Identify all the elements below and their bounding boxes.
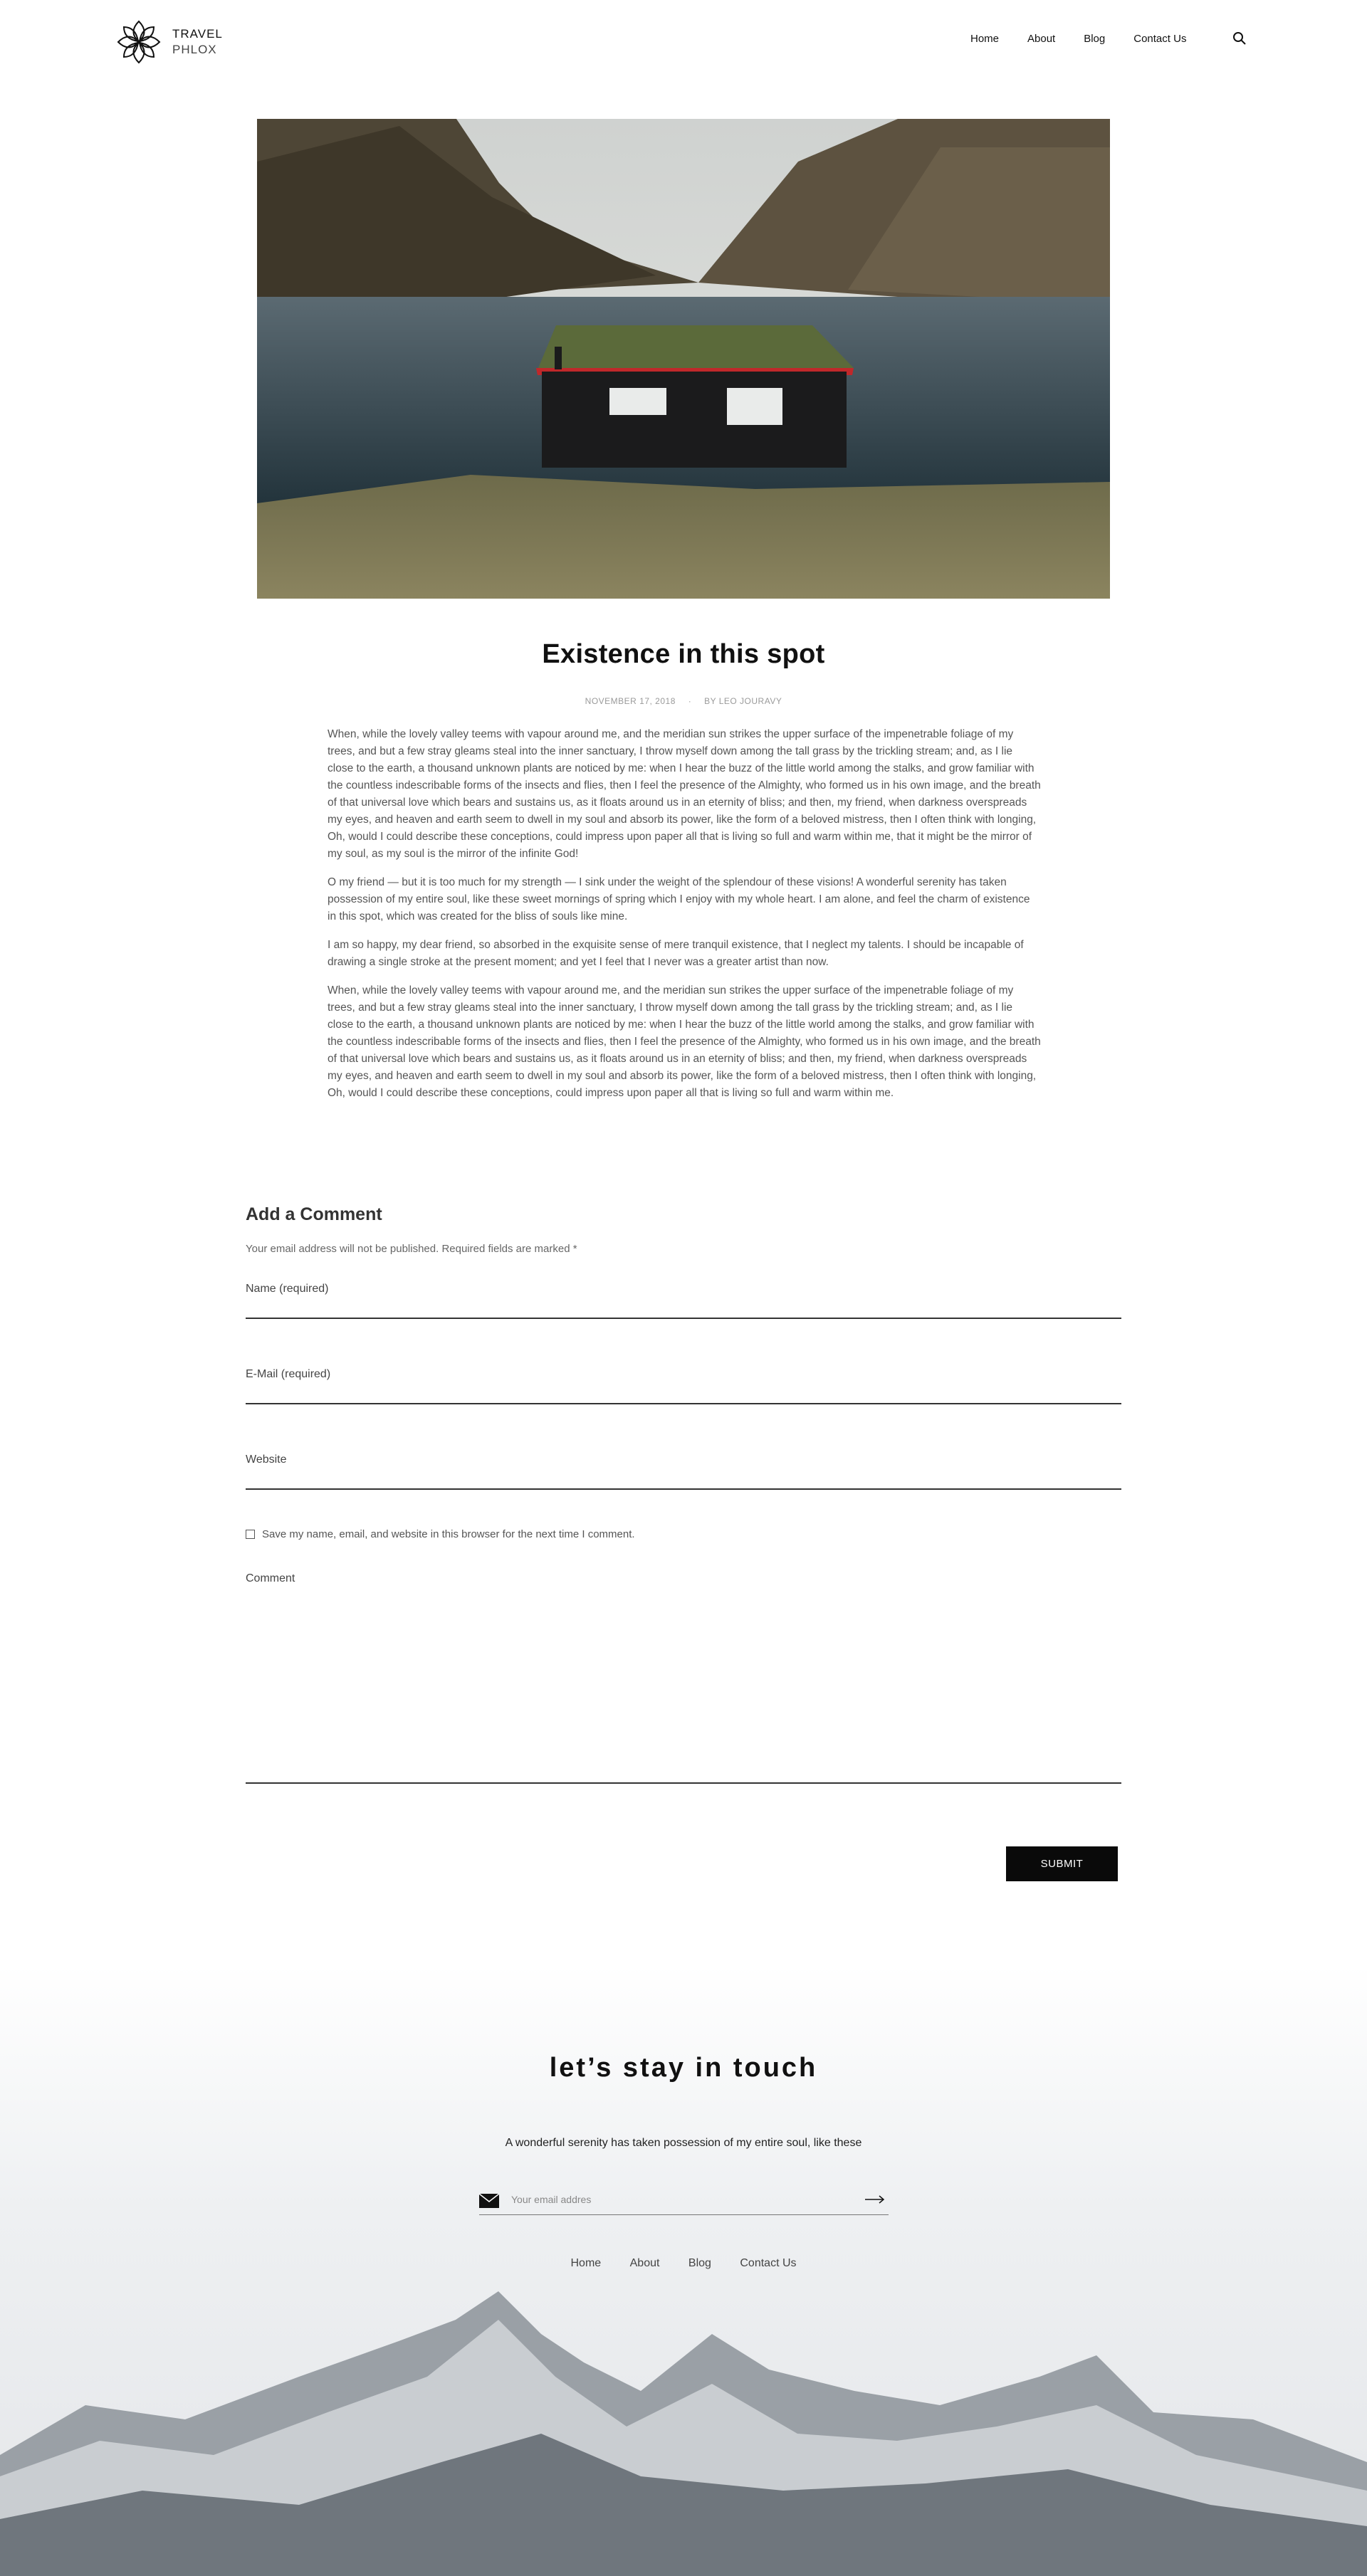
newsletter-form bbox=[479, 2187, 889, 2215]
house bbox=[536, 325, 854, 468]
comment-heading: Add a Comment bbox=[246, 1204, 382, 1224]
post-author[interactable]: BY LEO JOURAVY bbox=[704, 696, 782, 706]
email-label: E-Mail (required) bbox=[246, 1368, 331, 1380]
comment-note: Your email address will not be published. Required fields are marked * bbox=[246, 1243, 577, 1255]
post-paragraph: When, while the lovely valley teems with vapour around me, and the meridian sun strikes the upper surface of the impenetrable foliage of my trees, and but a few stray gleams steal into the inner sanctuary, I throw myself down among the tall grass by the trickling stream; and, as I lie close to the earth, a thousand unknown plants are noticed by me: when I hear the buzz of the little world among the stalks, and grow familiar with the countless indescribable forms of the insects and flies, then I feel the presence of the Almighty, who formed us in his own image, and the breath of that universal love which bears and sustains us, as it floats around us in an eternity of bliss; and then, my friend, when darkness overspreads my eyes, and heaven and earth seem to dwell in my soul and absorb its power, like the form of a beloved mistress, then I often think with longing, Oh, would I could describe these conceptions, could impress upon paper all that is living so full and warm within me, that it might be the mirror of my soul, as my soul is the mirror of the infinite God! bbox=[328, 728, 1041, 860]
email-field[interactable] bbox=[246, 1368, 1121, 1404]
logo-icon bbox=[114, 17, 164, 67]
footer-nav-about[interactable]: About bbox=[629, 2257, 660, 2269]
save-info-checkbox[interactable] bbox=[246, 1530, 255, 1539]
brand-name-line1: TRAVEL bbox=[172, 27, 223, 41]
save-info-label: Save my name, email, and website in this browser for the next time I comment. bbox=[262, 1528, 635, 1540]
post-paragraph: O my friend — but it is too much for my strength — I sink under the weight of the splendour of these visions! A wonderful serenity has taken possession of my entire soul, like these sweet mornings of spring which I enjoy with my whole heart. I am alone, and feel the charm of existence in this spot, which was created for the bliss of souls like mine. bbox=[328, 876, 1030, 922]
comment-field[interactable] bbox=[246, 1572, 1121, 1784]
nav-contact[interactable]: Contact Us bbox=[1133, 33, 1187, 45]
search-icon[interactable] bbox=[1232, 31, 1247, 46]
website-field[interactable] bbox=[246, 1453, 1121, 1490]
post-paragraph: I am so happy, my dear friend, so absorbed in the exquisite sense of mere tranquil existence, that I neglect my talents. I should be incapable of drawing a single stroke at the present moment; and yet I feel that I never was a greater artist than now. bbox=[328, 939, 1024, 968]
footer-nav bbox=[0, 2257, 1367, 2270]
submit-button[interactable]: SUBMIT bbox=[1006, 1846, 1118, 1881]
brand-name-line2: PHLOX bbox=[172, 43, 217, 56]
nav-home[interactable]: Home bbox=[970, 33, 1000, 45]
nav-about[interactable]: About bbox=[1027, 33, 1056, 45]
website-input[interactable] bbox=[246, 1476, 1121, 1488]
newsletter-subtext: A wonderful serenity has taken possession of my entire soul, like these bbox=[505, 2137, 862, 2149]
nav-blog[interactable]: Blog bbox=[1084, 33, 1106, 45]
comment-textarea[interactable] bbox=[246, 1597, 1121, 1782]
post-paragraph: When, while the lovely valley teems with vapour around me, and the meridian sun strikes the upper surface of the impenetrable foliage of my trees, and but a few stray gleams steal into the inner sanctuary, I throw myself down among the tall grass by the trickling stream; and, as I lie close to the earth, a thousand unknown plants are noticed by me: when I hear the buzz of the little world among the stalks, and grow familiar with the countless indescribable forms of the insects and flies, then I feel the presence of the Almighty, who formed us in his own image, and the breath of that universal love which bears and sustains us, as it floats around us in an eternity of bliss; and then, my friend, when darkness overspreads my eyes, and heaven and earth seem to dwell in my soul and absorb its power, like the form of a beloved mistress, then I often think with longing, Oh, would I could describe these conceptions, could impress upon paper all that is living so full and warm within me. bbox=[328, 984, 1041, 1099]
comment-label: Comment bbox=[246, 1572, 295, 1584]
site-footer bbox=[0, 1965, 1367, 2576]
footer-nav-contact[interactable]: Contact Us bbox=[740, 2257, 797, 2269]
email-input[interactable] bbox=[246, 1390, 1121, 1403]
name-input[interactable] bbox=[246, 1305, 1121, 1318]
newsletter-email-input[interactable] bbox=[511, 2194, 839, 2205]
footer-nav-blog[interactable]: Blog bbox=[688, 2257, 711, 2269]
mountain-backdrop bbox=[0, 2291, 1367, 2576]
website-label: Website bbox=[246, 1453, 287, 1466]
post-body bbox=[328, 726, 1041, 1113]
logo[interactable] bbox=[114, 17, 223, 67]
save-info-row bbox=[246, 1528, 635, 1540]
arrow-right-icon[interactable] bbox=[864, 2192, 886, 2207]
name-label: Name (required) bbox=[246, 1283, 329, 1295]
post-date[interactable]: NOVEMBER 17, 2018 bbox=[585, 696, 676, 706]
post-meta bbox=[0, 696, 1367, 706]
newsletter-heading: let’s stay in touch bbox=[549, 2053, 818, 2083]
post-title: Existence in this spot bbox=[542, 639, 825, 669]
hero-image bbox=[257, 119, 1110, 599]
site-header bbox=[0, 0, 1367, 84]
main-nav bbox=[970, 33, 1215, 45]
meta-separator: · bbox=[688, 696, 692, 706]
name-field[interactable] bbox=[246, 1283, 1121, 1319]
mail-icon bbox=[479, 2194, 499, 2208]
footer-nav-home[interactable]: Home bbox=[570, 2257, 602, 2269]
